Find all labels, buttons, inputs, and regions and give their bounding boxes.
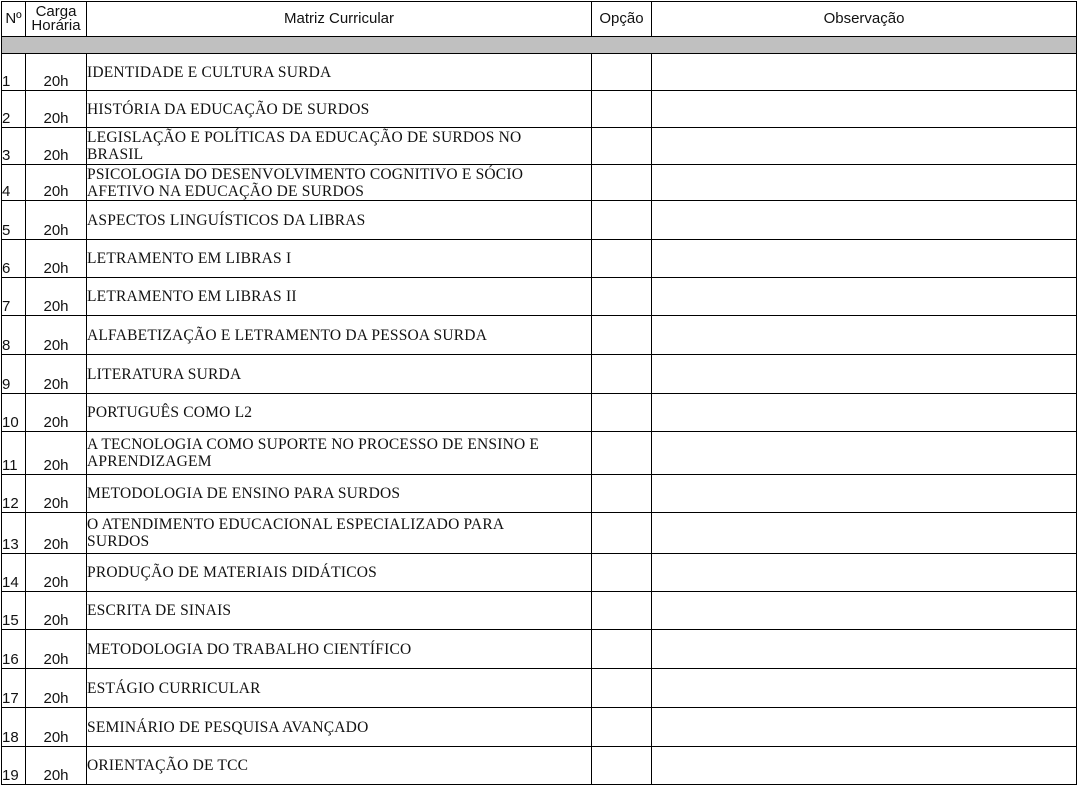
row-course-line1: METODOLOGIA DE ENSINO PARA SURDOS xyxy=(87,485,401,502)
row-course xyxy=(87,278,592,316)
table-row xyxy=(2,316,1077,355)
curriculum-table xyxy=(1,1,1077,785)
row-number: 9 xyxy=(2,355,26,394)
row-course-line2: BRASIL xyxy=(87,146,144,163)
row-notes-cell[interactable] xyxy=(652,128,1077,165)
table-row xyxy=(2,592,1077,630)
row-number: 17 xyxy=(2,669,26,708)
row-option-cell[interactable] xyxy=(592,669,652,708)
row-course-line2: SURDOS xyxy=(87,533,150,550)
row-notes-cell[interactable] xyxy=(652,165,1077,201)
row-option-cell[interactable] xyxy=(592,432,652,475)
row-course-line2: APRENDIZAGEM xyxy=(87,453,212,470)
row-notes-cell[interactable] xyxy=(652,554,1077,592)
row-hours: 20h xyxy=(26,240,87,278)
row-course xyxy=(87,128,592,165)
row-course-line1: ASPECTOS LINGUÍSTICOS DA LIBRAS xyxy=(87,211,366,229)
row-number: 12 xyxy=(2,475,26,513)
row-course-line2: AFETIVO NA EDUCAÇÃO DE SURDOS xyxy=(87,182,365,200)
row-option-cell[interactable] xyxy=(592,91,652,128)
table-row xyxy=(2,201,1077,240)
row-option-cell[interactable] xyxy=(592,278,652,316)
row-number: 11 xyxy=(2,432,26,475)
row-option-cell[interactable] xyxy=(592,394,652,432)
row-course xyxy=(87,592,592,630)
row-course-line1: LETRAMENTO EM LIBRAS I xyxy=(87,250,292,267)
row-number: 6 xyxy=(2,240,26,278)
row-number: 19 xyxy=(2,747,26,785)
row-notes-cell[interactable] xyxy=(652,669,1077,708)
row-notes-cell[interactable] xyxy=(652,513,1077,554)
row-option-cell[interactable] xyxy=(592,554,652,592)
row-hours: 20h xyxy=(26,54,87,91)
row-number: 7 xyxy=(2,278,26,316)
row-option-cell[interactable] xyxy=(592,54,652,91)
row-course xyxy=(87,201,592,240)
row-option-cell[interactable] xyxy=(592,240,652,278)
row-number: 18 xyxy=(2,708,26,747)
row-notes-cell[interactable] xyxy=(652,394,1077,432)
table-row xyxy=(2,394,1077,432)
header-notes: Observação xyxy=(652,2,1077,37)
row-number: 13 xyxy=(2,513,26,554)
row-course xyxy=(87,669,592,708)
row-hours: 20h xyxy=(26,630,87,669)
row-hours: 20h xyxy=(26,91,87,128)
row-notes-cell[interactable] xyxy=(652,475,1077,513)
header-hours xyxy=(26,2,87,37)
table-row xyxy=(2,554,1077,592)
row-hours: 20h xyxy=(26,355,87,394)
table-row xyxy=(2,91,1077,128)
row-course xyxy=(87,355,592,394)
row-course-line1: O ATENDIMENTO EDUCACIONAL ESPECIALIZADO PARA xyxy=(87,516,505,533)
row-notes-cell[interactable] xyxy=(652,747,1077,785)
row-option-cell[interactable] xyxy=(592,128,652,165)
row-hours: 20h xyxy=(26,432,87,475)
row-option-cell[interactable] xyxy=(592,355,652,394)
row-course-line1: PORTUGUÊS COMO L2 xyxy=(87,404,253,421)
row-number: 3 xyxy=(2,128,26,165)
table-row xyxy=(2,240,1077,278)
row-course xyxy=(87,240,592,278)
header-option: Opção xyxy=(592,2,652,37)
row-course-line1: IDENTIDADE E CULTURA SURDA xyxy=(87,63,332,81)
row-course-line1: SEMINÁRIO DE PESQUISA AVANÇADO xyxy=(87,718,369,736)
row-hours: 20h xyxy=(26,278,87,316)
row-course-line1: HISTÓRIA DA EDUCAÇÃO DE SURDOS xyxy=(87,100,370,118)
row-number: 1 xyxy=(2,54,26,91)
row-course-line1: ORIENTAÇÃO DE TCC xyxy=(87,757,249,774)
row-notes-cell[interactable] xyxy=(652,278,1077,316)
row-number: 10 xyxy=(2,394,26,432)
table-row xyxy=(2,165,1077,201)
row-number: 14 xyxy=(2,554,26,592)
row-course-line1: LITERATURA SURDA xyxy=(87,365,242,383)
header-course: Matriz Curricular xyxy=(87,2,592,37)
row-hours: 20h xyxy=(26,128,87,165)
row-notes-cell[interactable] xyxy=(652,91,1077,128)
row-option-cell[interactable] xyxy=(592,201,652,240)
row-hours: 20h xyxy=(26,708,87,747)
row-notes-cell[interactable] xyxy=(652,316,1077,355)
row-option-cell[interactable] xyxy=(592,747,652,785)
row-number: 15 xyxy=(2,592,26,630)
table-body xyxy=(2,37,1077,785)
header-num: Nº xyxy=(2,2,26,37)
row-course-line1: LETRAMENTO EM LIBRAS II xyxy=(87,288,297,305)
separator-band xyxy=(2,37,1077,54)
row-notes-cell[interactable] xyxy=(652,355,1077,394)
row-option-cell[interactable] xyxy=(592,592,652,630)
row-notes-cell[interactable] xyxy=(652,630,1077,669)
table-row xyxy=(2,432,1077,475)
table-row xyxy=(2,355,1077,394)
table-row xyxy=(2,630,1077,669)
table-row xyxy=(2,669,1077,708)
table-row xyxy=(2,513,1077,554)
row-course xyxy=(87,708,592,747)
row-course xyxy=(87,165,592,201)
row-hours: 20h xyxy=(26,201,87,240)
row-number: 8 xyxy=(2,316,26,355)
row-option-cell[interactable] xyxy=(592,513,652,554)
table-row xyxy=(2,475,1077,513)
row-hours: 20h xyxy=(26,669,87,708)
table-row xyxy=(2,278,1077,316)
table-row xyxy=(2,747,1077,785)
row-notes-cell[interactable] xyxy=(652,592,1077,630)
separator-band-cell xyxy=(2,37,1077,54)
row-option-cell[interactable] xyxy=(592,475,652,513)
row-course xyxy=(87,316,592,355)
table-row xyxy=(2,708,1077,747)
row-option-cell[interactable] xyxy=(592,316,652,355)
row-course xyxy=(87,54,592,91)
row-option-cell[interactable] xyxy=(592,165,652,201)
row-course-line1: LEGISLAÇÃO E POLÍTICAS DA EDUCAÇÃO DE SURDOS NO xyxy=(87,129,522,146)
row-hours: 20h xyxy=(26,165,87,201)
header-row xyxy=(2,2,1077,37)
row-course xyxy=(87,747,592,785)
row-hours: 20h xyxy=(26,747,87,785)
row-hours: 20h xyxy=(26,554,87,592)
row-hours: 20h xyxy=(26,592,87,630)
row-course xyxy=(87,630,592,669)
row-course-line1: ALFABETIZAÇÃO E LETRAMENTO DA PESSOA SURDA xyxy=(87,326,488,344)
row-notes-cell[interactable] xyxy=(652,201,1077,240)
row-number: 4 xyxy=(2,165,26,201)
row-course xyxy=(87,513,592,554)
row-option-cell[interactable] xyxy=(592,708,652,747)
row-number: 16 xyxy=(2,630,26,669)
row-hours: 20h xyxy=(26,316,87,355)
row-hours: 20h xyxy=(26,475,87,513)
row-course-line1: A TECNOLOGIA COMO SUPORTE NO PROCESSO DE ENSINO E xyxy=(87,436,540,453)
header-hours-line1: Carga xyxy=(35,3,77,20)
row-course-line1: ESCRITA DE SINAIS xyxy=(87,602,232,619)
row-course-line1: PSICOLOGIA DO DESENVOLVIMENTO COGNITIVO E SÓCIO xyxy=(87,165,524,183)
row-number: 5 xyxy=(2,201,26,240)
table-row xyxy=(2,128,1077,165)
row-notes-cell[interactable] xyxy=(652,432,1077,475)
row-course xyxy=(87,394,592,432)
row-number: 2 xyxy=(2,91,26,128)
row-hours: 20h xyxy=(26,394,87,432)
row-option-cell[interactable] xyxy=(592,630,652,669)
row-course xyxy=(87,554,592,592)
row-course xyxy=(87,432,592,475)
row-course xyxy=(87,91,592,128)
row-course xyxy=(87,475,592,513)
row-notes-cell[interactable] xyxy=(652,54,1077,91)
row-course-line1: ESTÁGIO CURRICULAR xyxy=(87,679,261,697)
row-course-line1: METODOLOGIA DO TRABALHO CIENTÍFICO xyxy=(87,640,412,658)
table-row xyxy=(2,54,1077,91)
row-hours: 20h xyxy=(26,513,87,554)
header-hours-line2: Horária xyxy=(31,17,81,34)
row-course-line1: PRODUÇÃO DE MATERIAIS DIDÁTICOS xyxy=(87,564,377,581)
row-notes-cell[interactable] xyxy=(652,240,1077,278)
row-notes-cell[interactable] xyxy=(652,708,1077,747)
